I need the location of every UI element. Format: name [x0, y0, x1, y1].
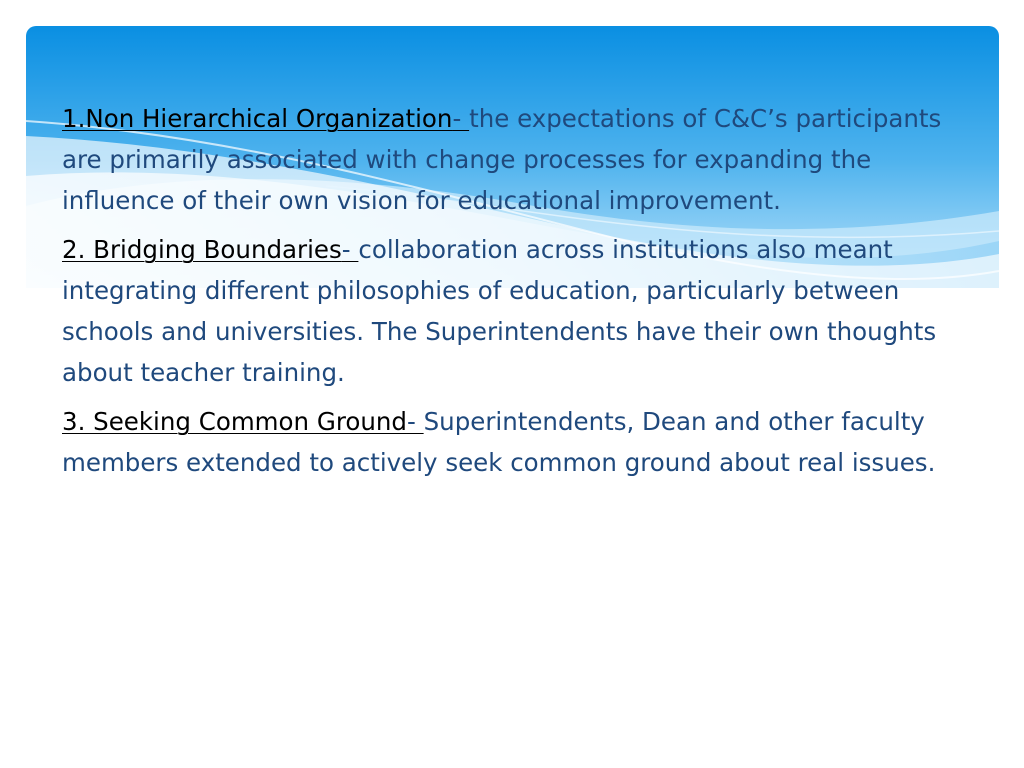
bullet-content [62, 98, 967, 491]
point-1-heading [62, 104, 469, 133]
point-3-text: Superintendents, Dean and other faculty members extended to actively seek common ground about real issues. [62, 407, 936, 477]
point-3 [62, 401, 967, 483]
point-3-dash: - [406, 407, 424, 436]
point-2 [62, 229, 967, 393]
point-2-dash: - [341, 235, 359, 264]
point-1-dash: - [452, 104, 470, 133]
point-3-heading-text: 3. Seeking Common Ground [62, 407, 407, 436]
point-2-heading [62, 235, 358, 264]
point-2-text: collaboration across institutions also meant integrating different philosophies of education, particularly between schools and universities. The Superintendents have their own thoughts about teacher training. [62, 235, 937, 387]
point-1 [62, 98, 967, 221]
point-1-heading-text: 1.Non Hierarchical Organization [62, 104, 453, 133]
point-2-heading-text: 2. Bridging Boundaries [62, 235, 342, 264]
point-1-text: the expectations of C&C’s participants are primarily associated with change processes for expanding the influence of their own vision for educational improvement. [62, 104, 942, 215]
point-3-heading [62, 407, 424, 436]
